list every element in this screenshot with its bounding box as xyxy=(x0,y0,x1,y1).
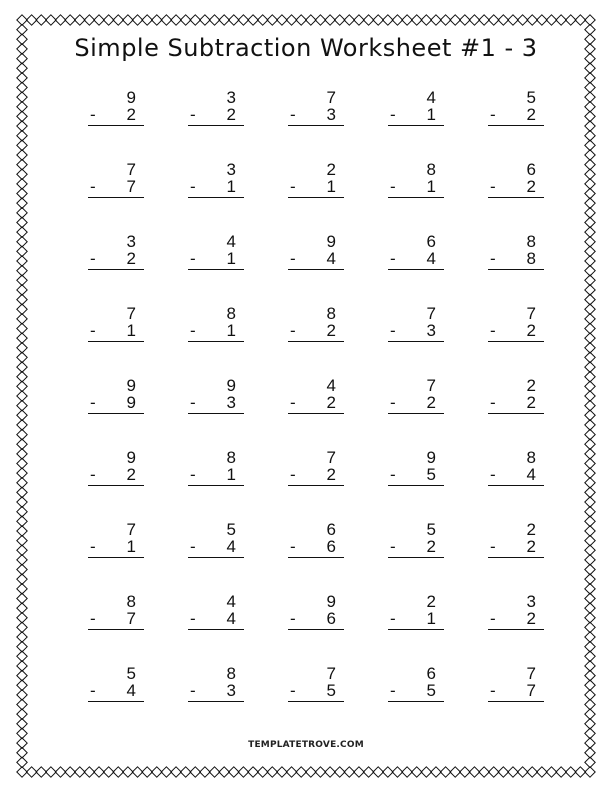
minus-sign: - xyxy=(290,393,296,412)
minuend: 9 xyxy=(126,88,136,107)
subtraction-problem xyxy=(288,665,344,709)
minuend: 9 xyxy=(126,448,136,467)
subtraction-problem xyxy=(88,305,144,349)
minus-sign: - xyxy=(190,105,196,124)
answer-line[interactable] xyxy=(188,125,244,126)
minus-sign: - xyxy=(490,249,496,268)
minus-sign: - xyxy=(490,681,496,700)
subtraction-problem xyxy=(88,233,144,277)
answer-line[interactable] xyxy=(88,197,144,198)
minuend: 7 xyxy=(326,664,336,683)
answer-line[interactable] xyxy=(388,701,444,702)
subtrahend: 1 xyxy=(226,465,236,484)
minuend: 3 xyxy=(226,88,236,107)
minuend: 4 xyxy=(226,232,236,251)
subtrahend: 4 xyxy=(126,681,136,700)
answer-line[interactable] xyxy=(288,413,344,414)
minuend: 9 xyxy=(326,592,336,611)
subtraction-problem xyxy=(488,521,544,565)
subtraction-problem xyxy=(88,377,144,421)
minus-sign: - xyxy=(90,537,96,556)
worksheet-title: Simple Subtraction Worksheet #1 - 3 xyxy=(74,34,538,62)
subtrahend: 2 xyxy=(526,105,536,124)
answer-line[interactable] xyxy=(88,125,144,126)
minus-sign: - xyxy=(390,537,396,556)
minus-sign: - xyxy=(290,249,296,268)
minus-sign: - xyxy=(490,609,496,628)
answer-line[interactable] xyxy=(288,485,344,486)
subtraction-problem xyxy=(288,161,344,205)
answer-line[interactable] xyxy=(388,557,444,558)
minuend: 8 xyxy=(226,304,236,323)
minus-sign: - xyxy=(390,609,396,628)
subtraction-problem xyxy=(488,377,544,421)
minuend: 2 xyxy=(326,160,336,179)
minuend: 5 xyxy=(226,520,236,539)
minus-sign: - xyxy=(190,393,196,412)
answer-line[interactable] xyxy=(188,341,244,342)
subtrahend: 2 xyxy=(126,249,136,268)
subtraction-problem xyxy=(288,449,344,493)
answer-line[interactable] xyxy=(388,341,444,342)
answer-line[interactable] xyxy=(188,485,244,486)
minus-sign: - xyxy=(290,321,296,340)
answer-line[interactable] xyxy=(388,485,444,486)
subtrahend: 2 xyxy=(426,393,436,412)
subtraction-problem xyxy=(388,233,444,277)
minuend: 9 xyxy=(326,232,336,251)
minus-sign: - xyxy=(90,465,96,484)
answer-line[interactable] xyxy=(488,269,544,270)
answer-line[interactable] xyxy=(188,629,244,630)
minus-sign: - xyxy=(390,321,396,340)
answer-line[interactable] xyxy=(188,413,244,414)
minuend: 8 xyxy=(526,448,536,467)
subtraction-problem xyxy=(488,665,544,709)
subtrahend: 4 xyxy=(226,609,236,628)
minuend: 3 xyxy=(526,592,536,611)
subtraction-problem xyxy=(388,377,444,421)
minus-sign: - xyxy=(290,465,296,484)
answer-line[interactable] xyxy=(388,197,444,198)
answer-line[interactable] xyxy=(188,197,244,198)
subtrahend: 2 xyxy=(526,537,536,556)
minuend: 8 xyxy=(526,232,536,251)
subtrahend: 4 xyxy=(426,249,436,268)
answer-line[interactable] xyxy=(288,269,344,270)
answer-line[interactable] xyxy=(488,341,544,342)
subtrahend: 4 xyxy=(226,537,236,556)
answer-line[interactable] xyxy=(388,125,444,126)
subtrahend: 1 xyxy=(226,177,236,196)
minuend: 7 xyxy=(326,88,336,107)
subtrahend: 2 xyxy=(326,465,336,484)
answer-line[interactable] xyxy=(488,485,544,486)
minus-sign: - xyxy=(90,609,96,628)
minus-sign: - xyxy=(90,681,96,700)
minuend: 8 xyxy=(126,592,136,611)
subtrahend: 7 xyxy=(126,609,136,628)
minuend: 8 xyxy=(426,160,436,179)
minuend: 5 xyxy=(126,664,136,683)
minus-sign: - xyxy=(190,465,196,484)
answer-line[interactable] xyxy=(188,701,244,702)
subtraction-problem xyxy=(188,233,244,277)
subtraction-problem xyxy=(288,377,344,421)
subtraction-problem xyxy=(188,449,244,493)
subtraction-problem xyxy=(488,89,544,133)
subtraction-problem xyxy=(188,305,244,349)
subtraction-problem xyxy=(388,89,444,133)
answer-line[interactable] xyxy=(288,125,344,126)
subtraction-problem xyxy=(88,593,144,637)
subtrahend: 2 xyxy=(126,465,136,484)
minuend: 6 xyxy=(426,664,436,683)
minuend: 4 xyxy=(426,88,436,107)
subtraction-problem xyxy=(488,233,544,277)
minus-sign: - xyxy=(90,393,96,412)
subtrahend: 9 xyxy=(126,393,136,412)
minuend: 2 xyxy=(526,520,536,539)
minuend: 7 xyxy=(526,304,536,323)
subtrahend: 2 xyxy=(326,321,336,340)
subtraction-problem xyxy=(388,665,444,709)
minus-sign: - xyxy=(190,321,196,340)
minuend: 4 xyxy=(226,592,236,611)
answer-line[interactable] xyxy=(288,701,344,702)
subtrahend: 3 xyxy=(326,105,336,124)
subtraction-problem xyxy=(488,161,544,205)
answer-line[interactable] xyxy=(88,413,144,414)
subtrahend: 7 xyxy=(126,177,136,196)
subtraction-problem xyxy=(388,593,444,637)
subtrahend: 1 xyxy=(426,609,436,628)
subtrahend: 3 xyxy=(226,393,236,412)
subtrahend: 2 xyxy=(526,393,536,412)
subtrahend: 2 xyxy=(526,177,536,196)
subtrahend: 4 xyxy=(526,465,536,484)
subtraction-problem xyxy=(88,521,144,565)
answer-line[interactable] xyxy=(88,341,144,342)
subtrahend: 3 xyxy=(226,681,236,700)
answer-line[interactable] xyxy=(88,701,144,702)
answer-line[interactable] xyxy=(488,413,544,414)
minuend: 2 xyxy=(426,592,436,611)
minus-sign: - xyxy=(190,177,196,196)
answer-line[interactable] xyxy=(488,629,544,630)
answer-line[interactable] xyxy=(88,269,144,270)
subtraction-problem xyxy=(188,521,244,565)
subtrahend: 5 xyxy=(326,681,336,700)
minuend: 2 xyxy=(526,376,536,395)
minuend: 6 xyxy=(326,520,336,539)
subtrahend: 1 xyxy=(326,177,336,196)
subtrahend: 2 xyxy=(326,393,336,412)
answer-line[interactable] xyxy=(488,557,544,558)
subtraction-problem xyxy=(388,161,444,205)
subtraction-problem xyxy=(188,161,244,205)
answer-line[interactable] xyxy=(188,269,244,270)
answer-line[interactable] xyxy=(488,701,544,702)
subtrahend: 2 xyxy=(226,105,236,124)
minuend: 7 xyxy=(426,304,436,323)
subtrahend: 1 xyxy=(126,537,136,556)
subtrahend: 8 xyxy=(526,249,536,268)
minuend: 7 xyxy=(426,376,436,395)
minus-sign: - xyxy=(90,177,96,196)
subtraction-problem xyxy=(288,89,344,133)
subtraction-problem xyxy=(88,161,144,205)
answer-line[interactable] xyxy=(288,629,344,630)
subtraction-problem xyxy=(388,449,444,493)
subtraction-problem xyxy=(188,665,244,709)
minuend: 8 xyxy=(226,664,236,683)
minus-sign: - xyxy=(390,105,396,124)
minuend: 7 xyxy=(126,304,136,323)
minus-sign: - xyxy=(490,393,496,412)
answer-line[interactable] xyxy=(88,557,144,558)
subtraction-problem xyxy=(288,521,344,565)
subtrahend: 2 xyxy=(526,321,536,340)
answer-line[interactable] xyxy=(388,269,444,270)
subtraction-problem xyxy=(288,593,344,637)
subtrahend: 1 xyxy=(226,249,236,268)
subtrahend: 7 xyxy=(526,681,536,700)
answer-line[interactable] xyxy=(88,485,144,486)
minuend: 8 xyxy=(326,304,336,323)
minus-sign: - xyxy=(390,393,396,412)
minus-sign: - xyxy=(190,249,196,268)
minuend: 7 xyxy=(526,664,536,683)
subtrahend: 5 xyxy=(426,681,436,700)
subtraction-problem xyxy=(288,305,344,349)
minus-sign: - xyxy=(490,321,496,340)
minuend: 7 xyxy=(126,160,136,179)
answer-line[interactable] xyxy=(88,629,144,630)
subtrahend: 2 xyxy=(126,105,136,124)
answer-line[interactable] xyxy=(388,413,444,414)
answer-line[interactable] xyxy=(288,557,344,558)
minuend: 9 xyxy=(126,376,136,395)
subtrahend: 1 xyxy=(426,105,436,124)
minuend: 5 xyxy=(426,520,436,539)
subtraction-problem xyxy=(488,305,544,349)
answer-line[interactable] xyxy=(288,341,344,342)
minus-sign: - xyxy=(190,609,196,628)
subtraction-problem xyxy=(88,89,144,133)
minus-sign: - xyxy=(190,681,196,700)
subtraction-problem xyxy=(488,449,544,493)
subtrahend: 1 xyxy=(426,177,436,196)
subtrahend: 3 xyxy=(426,321,436,340)
minus-sign: - xyxy=(290,177,296,196)
answer-line[interactable] xyxy=(488,125,544,126)
minuend: 6 xyxy=(426,232,436,251)
minus-sign: - xyxy=(490,465,496,484)
minuend: 3 xyxy=(126,232,136,251)
minuend: 3 xyxy=(226,160,236,179)
site-footer: TEMPLATETROVE.COM xyxy=(248,740,364,750)
minus-sign: - xyxy=(190,537,196,556)
minus-sign: - xyxy=(90,105,96,124)
minus-sign: - xyxy=(90,321,96,340)
answer-line[interactable] xyxy=(488,197,544,198)
minuend: 9 xyxy=(426,448,436,467)
minus-sign: - xyxy=(290,537,296,556)
minus-sign: - xyxy=(390,249,396,268)
answer-line[interactable] xyxy=(188,557,244,558)
minus-sign: - xyxy=(490,537,496,556)
minuend: 7 xyxy=(126,520,136,539)
subtraction-problem xyxy=(488,593,544,637)
subtrahend: 2 xyxy=(426,537,436,556)
subtrahend: 1 xyxy=(126,321,136,340)
subtrahend: 5 xyxy=(426,465,436,484)
answer-line[interactable] xyxy=(388,629,444,630)
subtraction-problem xyxy=(388,305,444,349)
subtraction-problem xyxy=(188,377,244,421)
minus-sign: - xyxy=(390,681,396,700)
minus-sign: - xyxy=(290,105,296,124)
subtrahend: 6 xyxy=(326,609,336,628)
subtraction-problem xyxy=(188,593,244,637)
minus-sign: - xyxy=(490,177,496,196)
subtraction-problem xyxy=(88,449,144,493)
minuend: 8 xyxy=(226,448,236,467)
answer-line[interactable] xyxy=(288,197,344,198)
minuend: 5 xyxy=(526,88,536,107)
minuend: 7 xyxy=(326,448,336,467)
subtrahend: 6 xyxy=(326,537,336,556)
subtraction-problem xyxy=(388,521,444,565)
minus-sign: - xyxy=(490,105,496,124)
subtrahend: 1 xyxy=(226,321,236,340)
minus-sign: - xyxy=(290,681,296,700)
subtraction-problem xyxy=(288,233,344,277)
subtraction-problem xyxy=(88,665,144,709)
minuend: 6 xyxy=(526,160,536,179)
minuend: 9 xyxy=(226,376,236,395)
subtraction-problem xyxy=(188,89,244,133)
minus-sign: - xyxy=(290,609,296,628)
minus-sign: - xyxy=(390,465,396,484)
minus-sign: - xyxy=(390,177,396,196)
subtrahend: 2 xyxy=(526,609,536,628)
subtrahend: 4 xyxy=(326,249,336,268)
minuend: 4 xyxy=(326,376,336,395)
minus-sign: - xyxy=(90,249,96,268)
